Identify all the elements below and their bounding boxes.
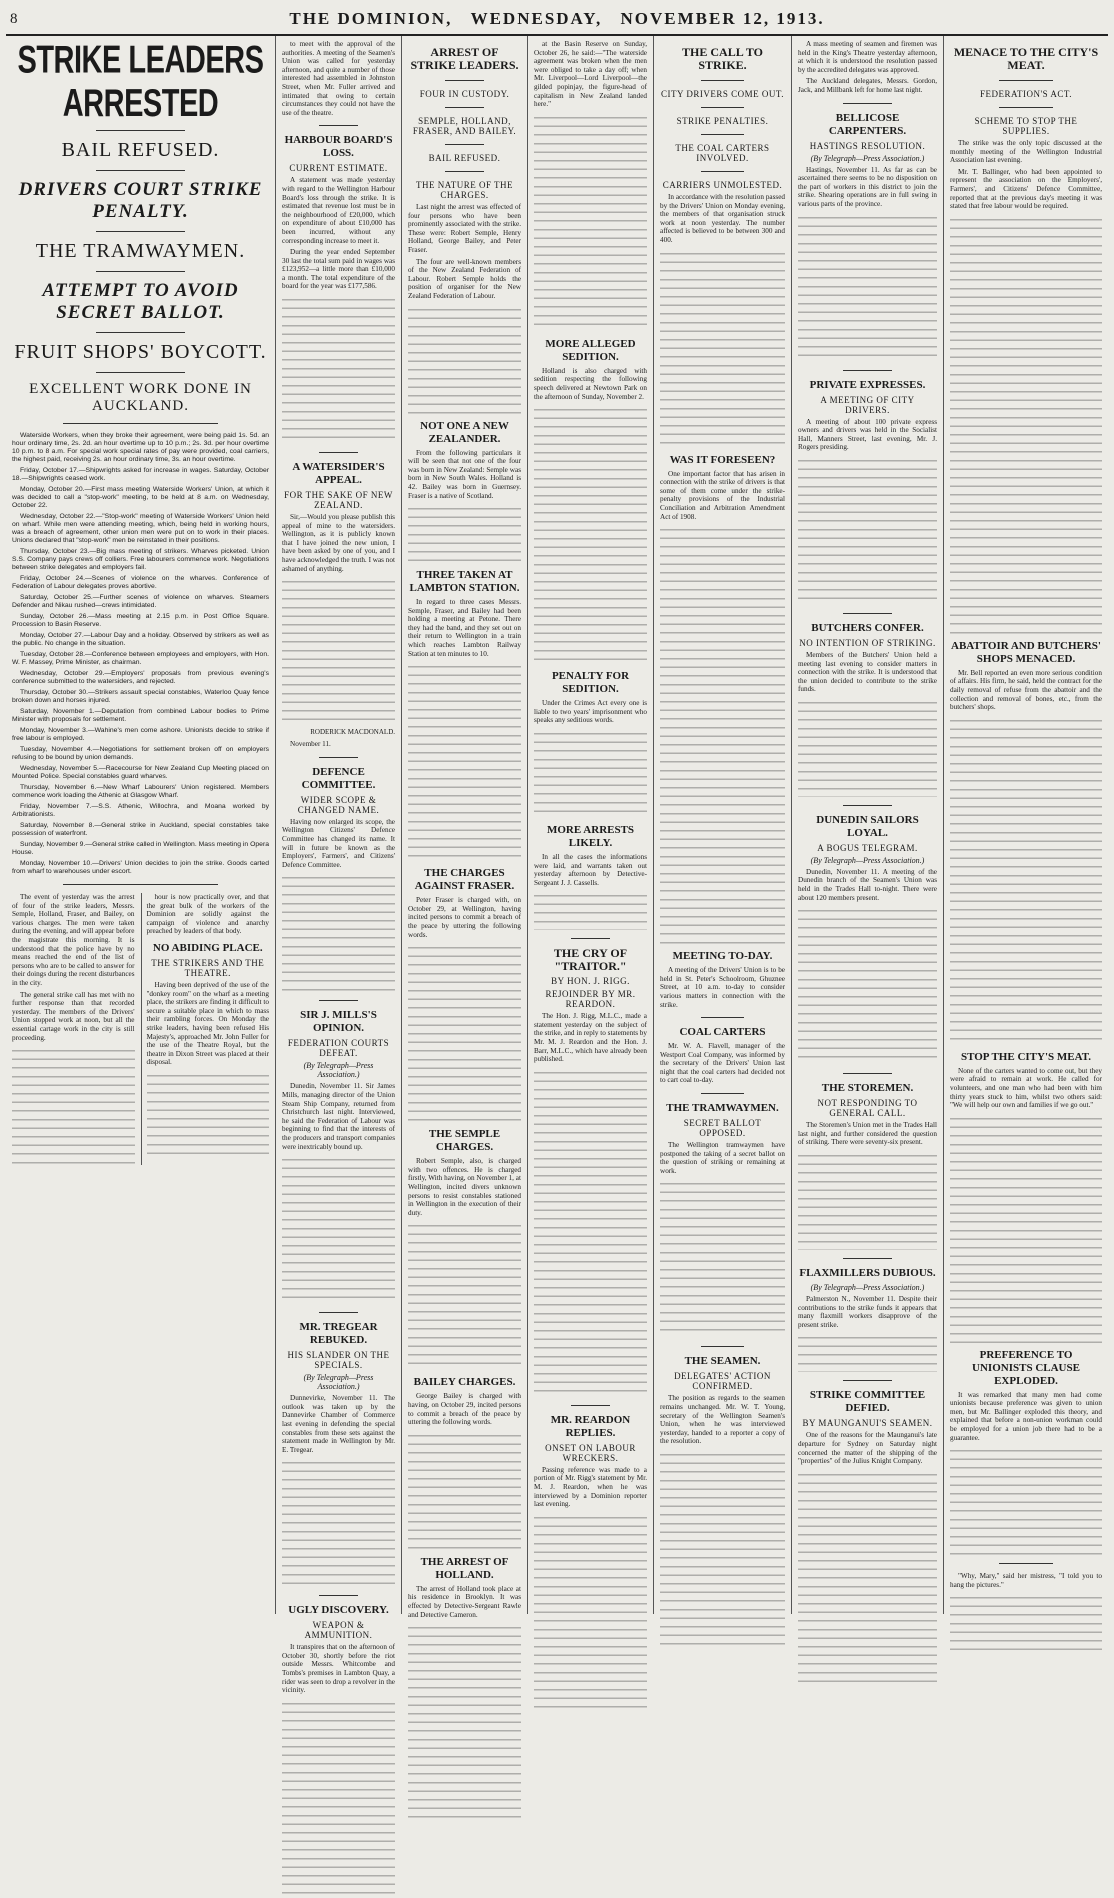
text-filler (950, 1445, 1102, 1555)
article-headline: DUNEDIN SAILORS LOYAL. (816, 813, 919, 839)
paragraph: Sir,—Would you please publish this appeal of mine to the watersiders. Wellington, as it is publicly known that I have joined the new union, I have been asked by one of you, and I have acknowledged the truth. I was not ashamed of anything. (282, 513, 395, 573)
article-headline: THE CALL TO STRIKE. (682, 45, 763, 72)
article-subhead: SCHEME TO STOP THE SUPPLIES. (974, 116, 1078, 136)
section-head: THE CHARGES AGAINST FRASER. (414, 867, 515, 893)
section-head: WAS IT FORESEEN? (669, 453, 776, 466)
article-subhead: THE NATURE OF THE CHARGES. (415, 180, 514, 200)
masthead (6, 4, 1108, 36)
paragraph: It was remarked that many men had come unionists because preference was given to union men, but Mr. Ballinger exploded this theory, and explained that before a non-union workman could be employed for a union job there had to be a guarantee. (950, 1390, 1102, 1442)
article-subhead: SECRET BALLOT OPPOSED. (683, 1118, 762, 1139)
divider (96, 271, 186, 272)
column-4 (528, 36, 654, 1614)
article-headline: MR. REARDON REPLIES. (550, 1413, 631, 1439)
divider (571, 1405, 611, 1406)
diary-entry: Friday, October 24.—Scenes of violence on the wharves. Conference of Federation of Labour delegates proves abortive. (12, 575, 269, 590)
article-headline: UGLY DISCOVERY. (288, 1604, 389, 1617)
divider (319, 757, 359, 758)
divider (701, 80, 745, 81)
article-subhead: BY HON. J. RIGG. (551, 976, 630, 987)
paragraph: to meet with the approval of the authorities. A meeting of the Seamen's Union was called for yesterday afternoon, and quite a number of those interested had assembled in Johnston Street, when Mr. Fuller arrived and intimated that owing to certain circumstances they could not have the use of the theatre. (282, 40, 395, 117)
divider (843, 103, 892, 104)
diary-entry: Thursday, October 30.—Strikers assault special constables, Waterloo Quay fence broken down and horses injured. (12, 689, 269, 704)
text-filler (408, 1430, 521, 1550)
paragraph: "Why, Mary," said her mistress, "I told you to hang the pictures." (950, 1572, 1102, 1589)
text-filler (950, 1592, 1102, 1652)
section-head: PREFERENCE TO UNIONISTS CLAUSE EXPLODED. (972, 1348, 1080, 1387)
paragraph: The arrest of Holland took place at his residence in Brooklyn. It was effected by Detective-Sergeant Rawle and Detective Cameron. (408, 1584, 521, 1619)
divider (999, 107, 1052, 108)
divider (843, 370, 892, 371)
diary-entry: Sunday, October 26.—Mass meeting at 2.15 p.m. in Post Office Square. Procession to Basin Reserve. (12, 613, 269, 628)
text-filler (282, 1698, 395, 1898)
text-filler (408, 304, 521, 414)
text-filler (534, 890, 647, 930)
issue-day: WEDNESDAY, (470, 9, 603, 28)
article-subhead: WIDER SCOPE & CHANGED NAME. (297, 794, 380, 815)
divider (319, 1595, 359, 1596)
paragraph: Having been deprived of the use of the "donkey room" on the wharf as a meeting place, the strikers are finding it difficult to secure a suitable place in which to mass their rambling forces. On Monday the strike leaders, having been refused His Majesty's, approached Mr. John Fuller for the use of the Theatre Royal, but the theatre in Dixon Street was placed at their disposal. (146, 980, 269, 1067)
divider (319, 452, 359, 453)
byline: (By Telegraph—Press Association.) (303, 1373, 374, 1392)
divider (319, 125, 359, 126)
byline: (By Telegraph—Press Association.) (810, 1283, 925, 1293)
strike-diary (12, 432, 269, 876)
paragraph: Holland is also charged with sedition respecting the following speech delivered at Newtown Park on the afternoon of Sunday, November 2. (534, 366, 647, 401)
divider (701, 1346, 745, 1347)
diary-entry: Monday, October 27.—Labour Day and a holiday. Observed by strikers as well as the public. No change in the situation. (12, 632, 269, 647)
article-subhead: CARRIERS UNMOLESTED. (662, 180, 783, 190)
text-filler (282, 576, 395, 726)
text-filler (798, 455, 937, 605)
text-filler (950, 715, 1102, 1045)
diary-entry: Waterside Workers, when they broke their agreement, were being paid 1s. 5d. an hour ordinary time, 2s. 2d. an hour overtime up to 10 p.m.; 2s. 3d. per hour overtime 10 p.m. to 8 a.m. For special work special rates of pay were provided, coal carriers, the highest paid, receiving 2s. an hour ordinary time, 3s. an hour overtime. (12, 432, 269, 463)
article-subhead: A BOGUS TELEGRAM. (817, 842, 918, 853)
article-headline: BELLICOSE CARPENTERS. (828, 111, 907, 137)
paragraph: Last night the arrest was effected of four persons who have been prominently associated with the strike. These were: Robert Semple, Henry Holland, George Bailey, and Peter Fraser. (408, 203, 521, 254)
paragraph: George Bailey is charged with having, on October 29, incited persons to commit a breach of the peace by uttering the following words. (408, 1392, 521, 1427)
paragraph: In all the cases the informations were laid, and warrants taken out yesterday afternoon by Detective-Sergeant J. J. Cassells. (534, 852, 647, 887)
divider (843, 613, 892, 614)
text-filler (408, 503, 521, 563)
diary-entry: Saturday, November 1.—Deputation from combined Labour bodies to Prime Minister with proposals for settlement. (12, 708, 269, 723)
paragraph: From the following particulars it will be seen that not one of the four was born in New Zealand: Semple was born in New South Wales. Holland is 42. Bailey was born in Guernsey. Fraser is a native of Scotland. (408, 448, 521, 500)
text-filler (408, 942, 521, 1122)
text-filler (798, 1469, 937, 1689)
diary-entry: Wednesday, November 5.—Racecourse for New Zealand Cup Meeting placed on Mounted Police. Special constables guard wharves. (12, 765, 269, 780)
article-subhead: REJOINDER BY MR. REARDON. (545, 989, 636, 1010)
diary-entry: Tuesday, October 28.—Conference between employees and employers, with Hon. W. F. Massey, Prime Minister, as chairman. (12, 651, 269, 666)
paragraph: Palmerston N., November 11. Despite their contributions to the strike funds it appears that many flaxmill workers disapprove of the present strike. (798, 1295, 937, 1329)
paragraph: In regard to three cases Messrs. Semple, Fraser, and Bailey had been holding a meeting at Petone. There they had the band, and they set out on their return to Wellington in a train which reaches Lambton Railway Station at ten minutes to 10. (408, 598, 521, 658)
article-subhead: THE COAL CARTERS INVOLVED. (675, 143, 770, 163)
paragraph: The position as regards to the seamen remains unchanged. Mr. W. T. Young, secretary of the Wellington Seamen's Union, when he was interviewed yesterday, handed to a reporter a copy of the resolution. (660, 1394, 785, 1446)
paragraph: Robert Semple, also, is charged with two offences. He is charged firstly, With having, on November 1, at Wellington, incited divers unknown persons to resist constables stationed in Wellington in the execution of their duty. (408, 1157, 521, 1217)
letter-signature: RODERICK MACDONALD. (310, 728, 395, 737)
section-head: MORE ARRESTS LIKELY. (546, 823, 635, 849)
diary-entry: Friday, November 7.—S.S. Athenic, Willochra, and Moana worked by Arbitrationists. (12, 803, 269, 818)
divider (999, 1563, 1052, 1564)
paragraph: A statement was made yesterday with regard to the Wellington Harbour Board's loss through the strike. It is estimated that revenue lost must be in the neighbourhood of £20,000, which on expenditure of about £10,000 has been incurred, without any corresponding increase to meet it. (282, 176, 395, 245)
divider (445, 80, 485, 81)
column-6 (792, 36, 944, 1614)
divider (843, 1073, 892, 1074)
article-headline: THE STOREMEN. (821, 1082, 914, 1095)
column-3 (402, 36, 528, 1619)
article-headline: PRIVATE EXPRESSES. (809, 378, 926, 391)
diary-entry: Thursday, October 23.—Big mass meeting of strikers. Wharves picketed. Union S.S. Company pays crews off colliers. Free labourers commence work. Negotiations between strike delegates and employers fail. (12, 548, 269, 571)
section-head: THE ARREST OF HOLLAND. (420, 1555, 509, 1581)
text-filler (660, 248, 785, 448)
text-filler (660, 1449, 785, 1649)
article-subhead: CITY DRIVERS COME OUT. (661, 89, 784, 99)
divider (96, 130, 186, 131)
page-number: 8 (10, 10, 18, 27)
divider (701, 171, 745, 172)
text-filler (660, 1178, 785, 1338)
section-head: THE SEMPLE CHARGES. (428, 1128, 501, 1154)
deck-fruit-shops: FRUIT SHOPS' BOYCOTT. (14, 341, 267, 363)
text-filler (534, 728, 647, 818)
divider (571, 938, 611, 939)
text-filler (12, 1045, 135, 1165)
article-subhead: FEDERATION'S ACT. (980, 89, 1072, 99)
deck-drivers: DRIVERS COURT STRIKE PENALTY. (18, 179, 263, 222)
article-headline: MR. TREGEAR REBUKED. (299, 1321, 378, 1347)
divider (63, 423, 217, 424)
divider (701, 107, 745, 108)
column-1 (6, 36, 276, 1614)
paragraph: A meeting of about 100 private express owners and drivers was held in the Socialist Hall, Manners Street, last evening, Mr. J. Rogers presiding. (798, 417, 937, 452)
deck-bail-refused: BAIL REFUSED. (61, 139, 220, 161)
column-5 (654, 36, 792, 1614)
paragraph: The event of yesterday was the arrest of four of the strike leaders, Messrs. Semple, Holland, Fraser, and Bailey, on various charges. The men were taken during the evening, and will appear before the magistrate this morning. It is understood that the police have by no means reached the end of the list of persons who are to be called to answer for their doings during the recent disturbances in the city. (12, 893, 135, 987)
paragraph: In accordance with the resolution passed by the Drivers' Union on Monday evening, the members of that organisation struck work at noon yesterday. The number affected is believed to be between 300 and 400. (660, 193, 785, 244)
paragraph: It transpires that on the afternoon of October 30, shortly before the riot outside Messrs. Whitcombe and Tombs's premises in Lambton Quay, a rider was seen to drop a revolver in the vicinity. (282, 1643, 395, 1695)
paragraph: One of the reasons for the Maunganui's late departure for Sydney on Saturday night concerned the matter of the shipping of the "properties" of the Julius Knight Company. (798, 1431, 937, 1466)
paragraph: at the Basin Reserve on Sunday, October 26, he said:—"The waterside agreement was broken when the men were obliged to take a day off; when Mr. Liverpool—Lord Liverpool—the gilded popinjay, the figure-head of capitalism in New Zealand landed here." (534, 40, 647, 109)
article-subhead: STRIKE PENALTIES. (676, 116, 769, 126)
diary-entry: Sunday, November 9.—General strike called in Wellington. Mass meeting in Opera House. (12, 841, 269, 856)
column-2 (276, 36, 402, 1695)
byline: (By Telegraph—Press Association.) (810, 153, 925, 163)
article-subhead: DELEGATES' ACTION CONFIRMED. (674, 1371, 771, 1392)
text-filler (408, 1220, 521, 1370)
paragraph: One important factor that has arisen in connection with the strike of drivers is that some of them come under the strike-penalty provisions of the Industrial Conciliation and Arbitration Amendment Act of 1908. (660, 469, 785, 521)
no-abiding-article (141, 893, 270, 1165)
text-filler (534, 1512, 647, 1712)
paper-name: THE DOMINION, (289, 9, 453, 28)
paragraph: None of the carters wanted to come out, but they were afraid to remain at work. He called for volunteers, and one man who had been with him thirty years stuck to him, whilst two others said: "We will help our own and families if we go out." (950, 1066, 1102, 1110)
diary-entry: Monday, November 3.—Wahine's men come ashore. Unionists decide to strike if free labour is employed. (12, 727, 269, 742)
section-head: BAILEY CHARGES. (413, 1376, 516, 1389)
text-filler (408, 1622, 521, 1822)
article-headline: NO ABIDING PLACE. (152, 941, 263, 954)
divider (843, 1258, 892, 1259)
article-subhead: NO INTENTION OF STRIKING. (799, 637, 936, 648)
article-subhead: CURRENT ESTIMATE. (289, 163, 388, 174)
paragraph: Mr. Bell reported an even more serious condition of affairs. His firm, he said, held the contract for the daily removal of refuse from the abattoir and the collection and removal of bones, etc., from the butchers' shops. (950, 668, 1102, 712)
paragraph: The Hon. J. Rigg, M.L.C., made a statement yesterday on the subject of the strike, and in reply to statements by Mr. M. J. Reardon and the Hon. J. Barr, M.L.C., which have already been published. (534, 1012, 647, 1064)
article-subhead: WEAPON & AMMUNITION. (304, 1620, 373, 1641)
text-filler (798, 905, 937, 1065)
divider (96, 170, 186, 171)
divider (319, 1312, 359, 1313)
lead-headline: STRIKE LEADERS ARRESTED (17, 38, 264, 126)
article-subhead: BAIL REFUSED. (428, 153, 501, 163)
section-head: ABATTOIR AND BUTCHERS' SHOPS MENACED. (951, 639, 1101, 665)
article-subhead: FOR THE SAKE OF NEW ZEALAND. (284, 490, 393, 511)
article-headline: SIR J. MILLS'S OPINION. (300, 1009, 377, 1035)
paragraph: Mr. W. A. Flavell, manager of the Westport Coal Company, was informed by the secretary of the Drivers' Union last night that the coal carters had decided not to cart coal to-day. (660, 1042, 785, 1085)
article-subhead: FEDERATION COURTS DEFEAT. (287, 1038, 390, 1059)
article-headline: THE CRY OF "TRAITOR." (553, 946, 628, 974)
paragraph: The general strike call has met with no further response than that recorded yesterday. The members of the Drivers' Union stopped work at noon, but all the essential cartage work in the city is still proceeding. (12, 990, 135, 1042)
divider (999, 80, 1052, 81)
paragraph: hour is now practically over, and that the great bulk of the workers of the Dominion are solidly against the campaign of violence and anarchy preached by leaders of that body. (146, 893, 269, 936)
columns (6, 36, 1108, 1695)
deck-tramwaymen: THE TRAMWAYMEN. (35, 240, 246, 262)
text-filler (660, 524, 785, 944)
diary-entry: Monday, October 20.—First mass meeting Waterside Workers' Union, at which it was decided to call a "stop-work" meeting, to be held at 8 a.m. on Wednesday, October 22. (12, 486, 269, 509)
section-head: NOT ONE A NEW ZEALANDER. (420, 419, 509, 445)
paragraph: Passing reference was made to a portion of Mr. Rigg's statement by Mr. M. J. Reardon, when he was interviewed by a Dominion reporter last evening. (534, 1465, 647, 1509)
paragraph: The strike was the only topic discussed at the monthly meeting of the Wellington Industrial Association last evening. (950, 139, 1102, 165)
article-headline: A WATERSIDER'S APPEAL. (292, 461, 385, 487)
text-filler (282, 1457, 395, 1587)
divider (701, 134, 745, 135)
article-subhead: NOT RESPONDING TO GENERAL CALL. (817, 1098, 918, 1119)
divider (445, 144, 485, 145)
paragraph: The Auckland delegates, Messrs. Gordon, Jack, and Millbank left for home last night. (798, 77, 937, 94)
article-headline: MENACE TO THE CITY'S MEAT. (953, 45, 1099, 72)
masthead-title (30, 9, 1084, 29)
paragraph: A mass meeting of seamen and firemen was held in the King's Theatre yesterday afternoon, at which it is understood the resolution passed by the accredited delegates was approved. (798, 40, 937, 74)
article-subhead: A MEETING OF CITY DRIVERS. (820, 394, 915, 415)
text-filler (408, 661, 521, 861)
section-head: STOP THE CITY'S MEAT. (960, 1050, 1091, 1063)
lead-body (12, 893, 135, 1165)
diary-entry: Tuesday, November 4.—Negotiations for settlement broken off on employers refusing to be bound by union demands. (12, 746, 269, 761)
text-filler (950, 214, 1102, 634)
diary-entry: Thursday, November 6.—New Wharf Labourers' Union registered. Members commence work loading the Athenic at Glasgow Wharf. (12, 784, 269, 799)
diary-entry: Monday, November 10.—Drivers' Union decides to join the strike. Goods carted from wharf to warehouses under escort. (12, 860, 269, 875)
section-head: MORE ALLEGED SEDITION. (545, 337, 636, 363)
article-subhead: THE STRIKERS AND THE THEATRE. (151, 957, 265, 978)
diary-entry: Saturday, November 8.—General strike in Auckland, special constables take possession of waterfront. (12, 822, 269, 837)
diary-entry: Wednesday, October 22.—"Stop-work" meeting of Waterside Workers' Union held on wharf. While men were attending meeting, which, being held in working hours, was a breach of agreement, other union men were put on to work in their places. Unions declared that "stop-work" men be reinstated in their positions. (12, 513, 269, 544)
paragraph: Peter Fraser is charged with, on October 29, at Wellington, having incited persons to commit a breach of the peace by uttering the following words. (408, 896, 521, 939)
text-filler (534, 112, 647, 332)
issue-date: NOVEMBER 12, 1913. (620, 9, 825, 28)
text-filler (282, 872, 395, 992)
paragraph: The Storemen's Union met in the Trades Hall last night, and further considered the question of striking. There were seventy-six present. (798, 1121, 937, 1147)
section-head: THREE TAKEN AT LAMBTON STATION. (409, 569, 520, 595)
text-filler (282, 1154, 395, 1304)
divider (63, 884, 217, 885)
lower-split (12, 893, 269, 1165)
deck-secret-ballot: ATTEMPT TO AVOID SECRET BALLOT. (42, 280, 239, 323)
article-headline: BUTCHERS CONFER. (811, 621, 924, 634)
paragraph: Dunedin, November 11. Sir James Mills, managing director of the Union Steam Ship Company, returned from Christchurch last night. Interviewed, he said the Federation of Labour was beginning to find that the interests of the producers and transport companies were inextricably bound up. (282, 1082, 395, 1151)
paragraph: Dunnevirke, November 11. The outlook was taken up by the Dannevirke Chamber of Commerce last evening in defending the special constables from these sets against the statement made in Wellington by Mr. E. Tregear. (282, 1394, 395, 1454)
letter-date: November 11. (290, 740, 331, 749)
text-filler (798, 697, 937, 797)
text-filler (534, 404, 647, 664)
article-subhead: HIS SLANDER ON THE SPECIALS. (287, 1350, 390, 1371)
text-filler (282, 294, 395, 444)
divider (96, 332, 186, 333)
paragraph: The Wellington tramwaymen have postponed the taking of a secret ballot on the question of striking or remaining at work. (660, 1141, 785, 1175)
divider (319, 1000, 359, 1001)
article-headline: ARREST OF STRIKE LEADERS. (410, 45, 519, 72)
divider (843, 1380, 892, 1381)
text-filler (950, 1113, 1102, 1343)
article-headline: HARBOUR BOARD'S LOSS. (284, 134, 393, 160)
paragraph: During the year ended September 30 last the total sum paid in wages was £123,952—a little more than £10,000 a month. The total expenditure of the board for the year was £177,586. (282, 248, 395, 291)
divider (701, 1017, 745, 1018)
diary-entry: Saturday, October 25.—Further scenes of violence on wharves. Steamers Defender and Nikau rushed—crews intimidated. (12, 594, 269, 609)
paragraph: Members of the Butchers' Union held a meeting last evening to consider matters in connection with the strike. It is understood that the union decided to contribute to the strike funds. (798, 650, 937, 694)
divider (843, 805, 892, 806)
byline: (By Telegraph—Press Association.) (810, 855, 925, 865)
paragraph: Under the Crimes Act every one is liable to two years' imprisonment who speaks any seditious words. (534, 699, 647, 725)
paragraph: The four are well-known members of the New Zealand Federation of Labour. Robert Semple holds the position of organiser for the New Zealand Federation of Labour. (408, 257, 521, 300)
divider (445, 107, 485, 108)
article-subhead: SEMPLE, HOLLAND, FRASER, AND BAILEY. (412, 116, 517, 136)
article-headline: STRIKE COMMITTEE DEFIED. (809, 1389, 926, 1415)
divider (96, 372, 186, 373)
divider (96, 231, 186, 232)
paragraph: Having now enlarged its scope, the Wellington Citizens' Defence Committee has changed its name. It will in future be known as the Employers', Farmers', and Citizens' Defence Committee. (282, 817, 395, 869)
article-headline: FLAXMILLERS DUBIOUS. (799, 1267, 936, 1280)
text-filler (798, 1150, 937, 1250)
article-subhead: HASTINGS RESOLUTION. (809, 140, 926, 151)
paragraph: A meeting of the Drivers' Union is to be held in St. Peter's Schoolroom, Ghuznee Street, at 10 a.m. to-day to consider various matters in connection with the strike. (660, 966, 785, 1009)
text-filler (798, 212, 937, 362)
diary-entry: Friday, October 17.—Shipwrights asked for increase in wages. Saturday, October 18.—Shipwrights ceased work. (12, 467, 269, 482)
divider (701, 1093, 745, 1094)
paragraph: Hastings, November 11. As far as can be ascertained there seems to be no disposition on the part of workers in this district to join the strike. Shearing operations are in full swing in various parts of the province. (798, 165, 937, 208)
text-filler (798, 1332, 937, 1372)
paragraph: Dunedin, November 11. A meeting of the Dunedin branch of the Seamen's Union was held in the Trades Hall to-night. There were about 120 members present. (798, 867, 937, 902)
article-headline: COAL CARTERS (679, 1026, 766, 1039)
diary-entry: Wednesday, October 29.—Employers' proposals from previous evening's conference submitted to the watersiders, and rejected. (12, 670, 269, 685)
divider (445, 171, 485, 172)
section-head: PENALTY FOR SEDITION. (551, 670, 630, 696)
article-headline: DEFENCE COMMITTEE. (301, 765, 376, 791)
article-subhead: ONSET ON LABOUR WRECKERS. (545, 1442, 636, 1463)
article-subhead: FOUR IN CUSTODY. (419, 89, 510, 99)
paragraph: Mr. T. Ballinger, who had been appointed to represent the association on the Employers', Farmers', and Citizens' Defence Committee, reported that at the previous day's meeting it was stated that free labour would be required. (950, 167, 1102, 211)
text-filler (534, 1067, 647, 1397)
byline: (By Telegraph—Press Association.) (303, 1061, 374, 1080)
text-filler (147, 1070, 270, 1160)
article-headline: THE TRAMWAYMEN. (666, 1102, 779, 1115)
section-head: MEETING TO-DAY. (672, 950, 773, 963)
deck-auckland: EXCELLENT WORK DONE IN AUCKLAND. (29, 381, 252, 414)
article-headline: THE SEAMEN. (684, 1355, 761, 1368)
column-7 (944, 36, 1108, 1614)
article-subhead: BY MAUNGANUI'S SEAMEN. (802, 1418, 933, 1429)
